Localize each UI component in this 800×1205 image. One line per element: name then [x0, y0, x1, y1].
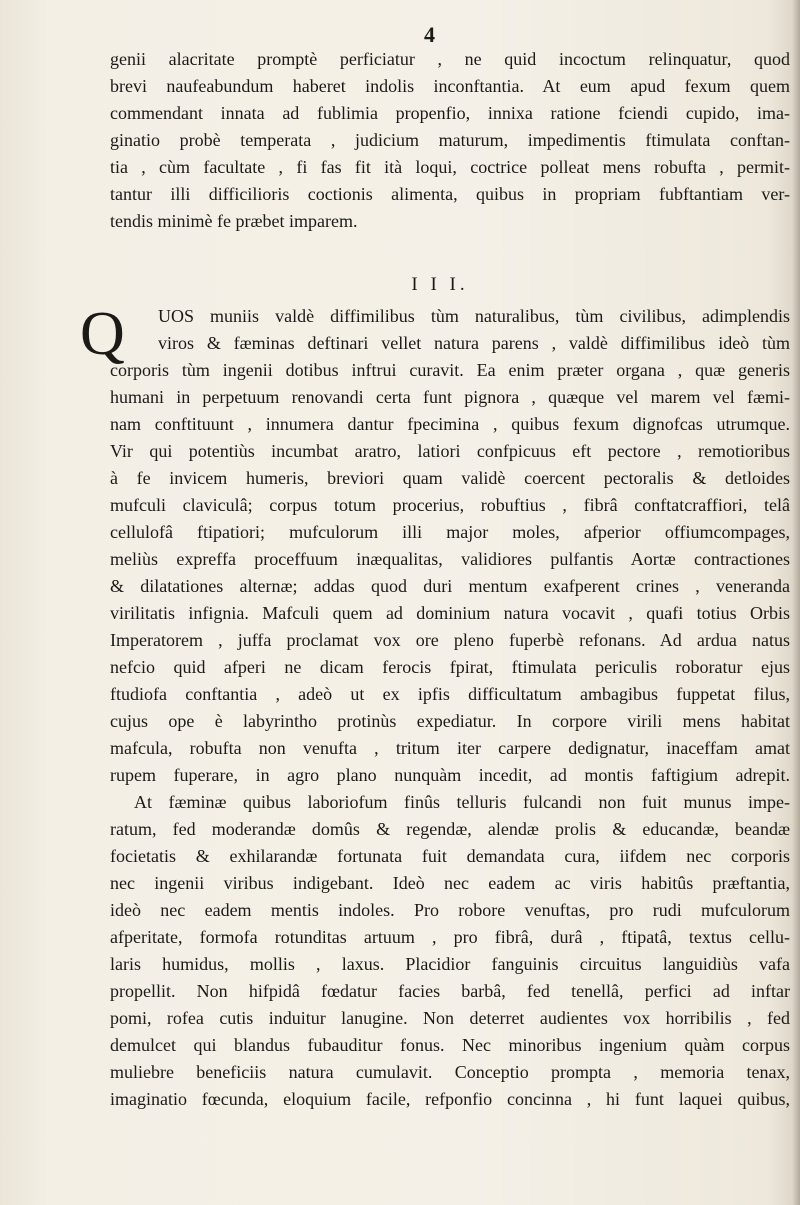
text-line: rupem fuperare, in agro plano nunquàm incedit, ad montis faftigium adrepit. — [110, 765, 790, 785]
paragraph-one — [110, 46, 790, 235]
text-line: ginatio probè temperata , judicium maturum, impedimentis ftimulata conftan- — [110, 130, 790, 150]
text-line: & dilatationes alternæ; addas quod duri mentum exafperent crines , veneranda — [110, 576, 790, 596]
text-line: pomi, rofea cutis induitur lanugine. Non deterret audientes vox horribilis , fed — [110, 1008, 790, 1028]
text-line: humani in perpetuum renovandi certa funt pignora , quæque vel marem vel fæmi- — [110, 387, 790, 407]
text-line: genii alacritate promptè perficiatur , ne quid incoctum relinquatur, quod — [110, 49, 790, 69]
paragraph-two — [110, 303, 790, 1113]
page-number: 4 — [424, 22, 435, 47]
text-line: meliùs expreffa proceffuum inæqualitas, validiores pulfantis Aortæ contractiones — [110, 549, 790, 569]
text-line: tantur illi difficilioris coctionis alimenta, quibus in propriam fubftantiam ver- — [110, 184, 790, 204]
text-line: brevi naufeabundum haberet indolis inconftantia. At eum apud fexum quem — [110, 76, 790, 96]
text-line: nec ingenii viribus indigebant. Ideò nec eadem ac viris habitûs præftantia, — [110, 873, 790, 893]
text-line: corporis tùm ingenii dotibus inftrui curavit. Ea enim præter organa , quæ generis — [110, 360, 790, 380]
text-line: cujus ope è labyrintho protinùs expediatur. In corpore virili mens habitat — [110, 711, 790, 731]
text-line: propellit. Non hifpidâ fœdatur facies barbâ, fed tenellâ, perfici ad inftar — [110, 981, 790, 1001]
text-line: virilitatis infignia. Mafculi quem ad dominium natura vocavit , quafi totius Orbis — [110, 603, 790, 623]
text-line: cellulofâ ftipatiori; mufculorum illi major moles, afperior offiumcompages, — [110, 522, 790, 542]
text-line: mafcula, robufta non venufta , tritum iter carpere dedignatur, inaceffam amat — [110, 738, 790, 758]
text-line: à fe invicem humeris, breviori quam validè coercent pectoralis & detloides — [110, 468, 790, 488]
text-line: Imperatorem , juffa proclamat vox ore pleno fuperbè refonans. Ad ardua natus — [110, 630, 790, 650]
text-line: nam conftituunt , innumera dantur fpecimina , quibus fexum dignofcas utrumque. — [110, 414, 790, 434]
text-line: laris humidus, mollis , laxus. Placidior fanguinis circuitus languidiùs vafa — [110, 954, 790, 974]
text-line: tia , cùm facultate , fi fas fit ità loqui, coctrice polleat mens robufta , permit- — [110, 157, 790, 177]
text-line: Vir qui potentiùs incumbat aratro, latiori confpicuus eft pectore , remotioribus — [110, 441, 790, 461]
text-line: UOS muniis valdè diffimilibus tùm naturalibus, tùm civilibus, adimplendis — [158, 306, 790, 326]
text-line: nefcio quid afperi ne dicam ferocis fpirat, ftimulata periculis roboratur ejus — [110, 657, 790, 677]
page-edge-shadow — [792, 0, 800, 1205]
text-line: ratum, fed moderandæ domûs & regendæ, alendæ prolis & educandæ, beandæ — [110, 819, 790, 839]
text-line: mufculi claviculâ; corpus totum procerius, robuftius , fibrâ conftatcraffiori, telâ — [110, 495, 790, 515]
text-line: ftudiofa conftantia , adeò ut ex ipfis difficultatum ambagibus fuppetat filus, — [110, 684, 790, 704]
text-line: ideò nec eadem mentis indoles. Pro robore venuftas, pro rudi mufculorum — [110, 900, 790, 920]
section-heading: I I I. — [411, 274, 469, 295]
text-line: At fæminæ quibus laboriofum finûs telluris fulcandi non fuit munus impe- — [134, 792, 790, 812]
text-line: demulcet qui blandus fubauditur fonus. Nec minoribus ingenium quàm corpus — [110, 1035, 790, 1055]
text-line: tendis minimè fe præbet imparem. — [110, 211, 358, 231]
text-line: afperitate, formofa rotunditas artuum , pro fibrâ, durâ , ftipatâ, textus cellu- — [110, 927, 790, 947]
drop-cap: Q — [80, 300, 125, 368]
text-line: focietatis & exhilarandæ fortunata fuit demandata cura, iifdem nec corporis — [110, 846, 790, 866]
text-line: viros & fæminas deftinari vellet natura parens , valdè diffimilibus ideò tùm — [158, 333, 790, 353]
text-line: muliebre beneficiis natura cumulavit. Conceptio prompta , memoria tenax, — [110, 1062, 790, 1082]
text-line: commendant innata ad fublimia propenfio, innixa ratione fciendi cupido, ima- — [110, 103, 790, 123]
text-line: imaginatio fœcunda, eloquium facile, refponfio concinna , hi funt laquei quibus, — [110, 1089, 790, 1109]
